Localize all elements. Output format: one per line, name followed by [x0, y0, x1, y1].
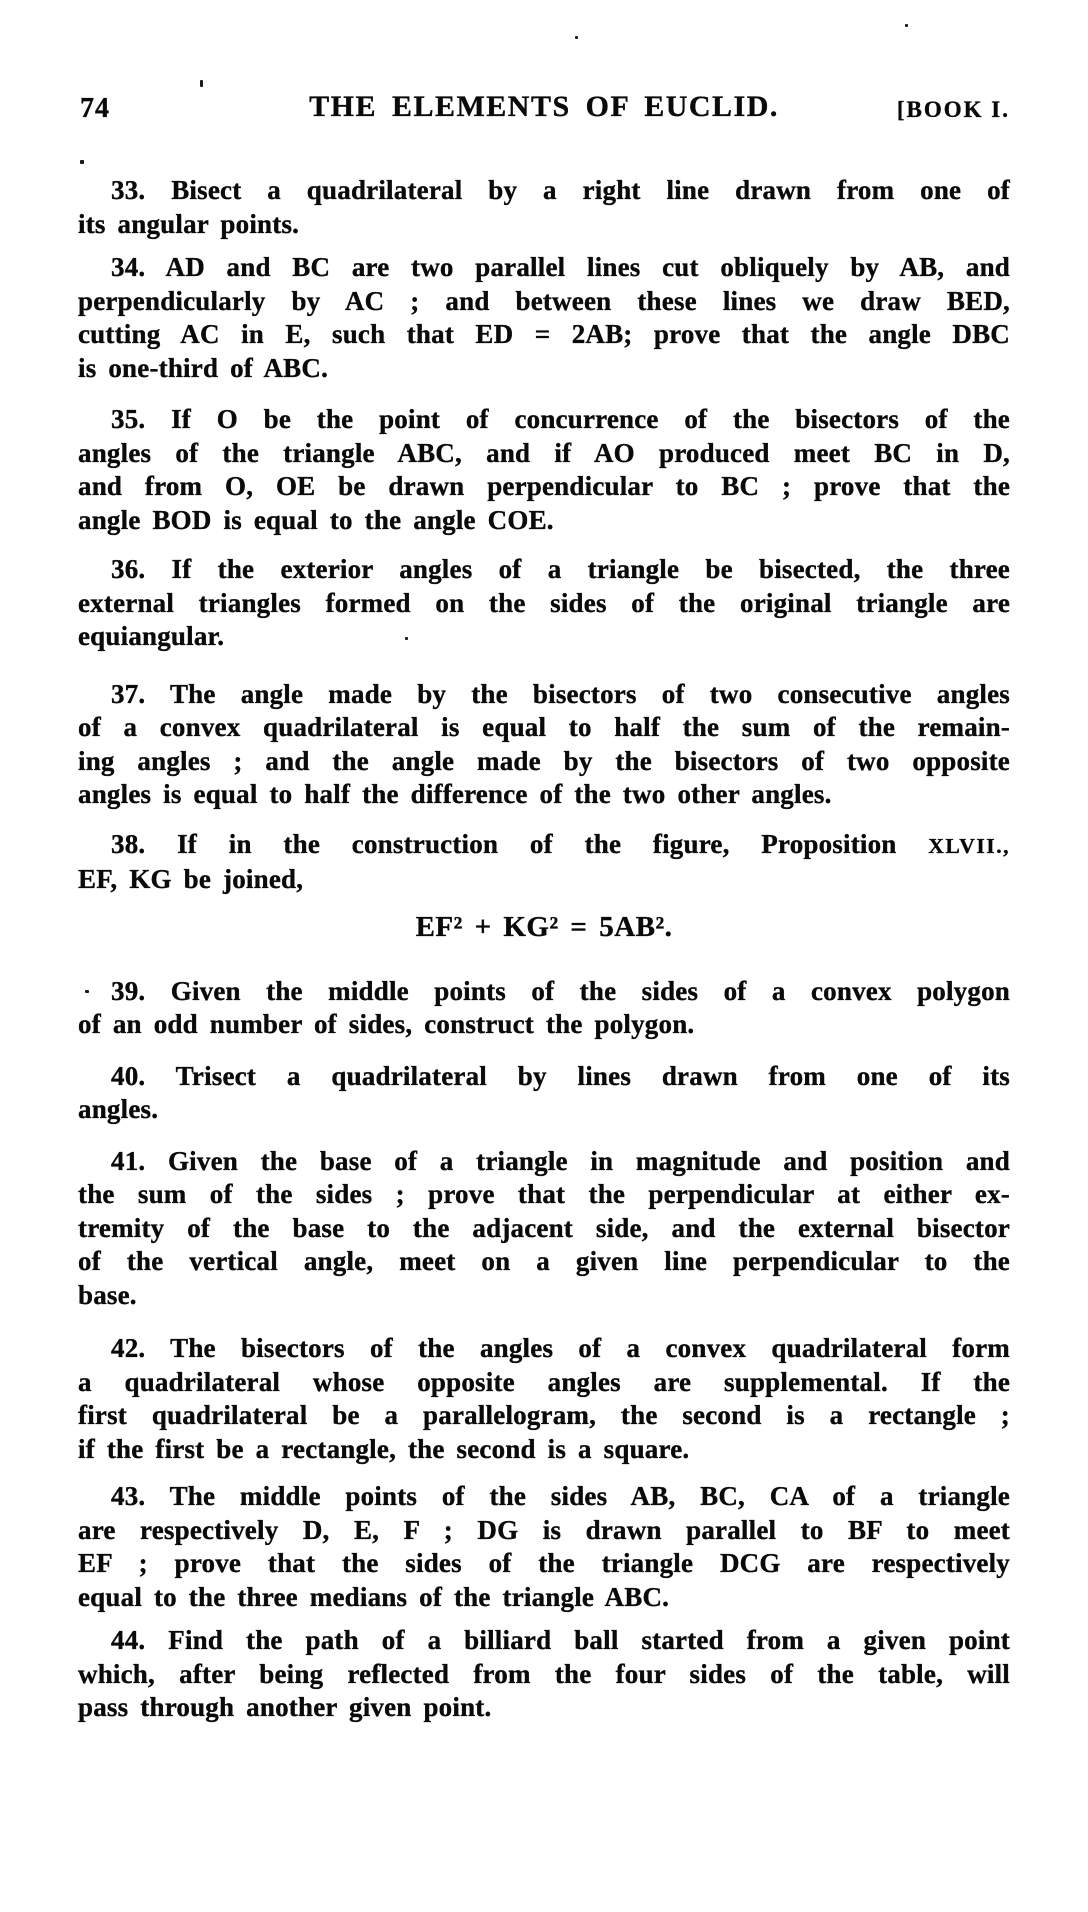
text-line: tremity of the base to the adjacent side, and the external bisector: [78, 1212, 1010, 1243]
exercise-38: [78, 828, 1010, 897]
book-label: [BOOK I.: [896, 97, 1010, 122]
text-line: external triangles formed on the sides of the original triangle are: [78, 587, 1010, 618]
text-line: angles is equal to half the difference of the two other angles.: [78, 779, 832, 809]
scan-speck: [905, 24, 908, 27]
text-line: equiangular.: [78, 621, 225, 651]
text-line: 39. Given the middle points of the sides of a convex polygon: [111, 975, 1010, 1006]
text-line: 33. Bisect a quadrilateral by a right line drawn from one of: [111, 175, 1010, 205]
text-line: 36. If the exterior angles of a triangle be bisected, the three: [111, 554, 1010, 584]
scan-speck: [85, 990, 89, 993]
text-line: perpendicularly by AC ; and between these lines we draw BED,: [78, 285, 1010, 316]
exercise-34: [78, 251, 1010, 385]
text-line: EF, KG be joined,: [78, 864, 304, 894]
page-header: [78, 90, 1010, 132]
exercise-list: [78, 174, 1010, 1725]
exercise-35: [78, 403, 1010, 537]
text-line: base.: [78, 1279, 137, 1310]
text-line: are respectively D, E, F ; DG is drawn parallel to BF to meet: [78, 1514, 1010, 1545]
text-line: 42. The bisectors of the angles of a convex quadrilateral form: [111, 1333, 1010, 1363]
text-line: angle BOD is equal to the angle COE.: [78, 504, 554, 535]
text-line: angles.: [78, 1094, 159, 1124]
scan-speck: [80, 160, 84, 164]
text-line: which, after being reflected from the four sides of the table, will: [78, 1658, 1010, 1689]
exercise-33: [78, 174, 1010, 241]
text-line: 43. The middle points of the sides AB, BC, CA of a triangle: [111, 1481, 1010, 1511]
text-line: EF ; prove that the sides of the triangle DCG are respectively: [78, 1548, 1010, 1578]
text-segment: 38. If in the construction of the figure, Proposition: [111, 828, 897, 859]
text-line: of a convex quadrilateral is equal to half the sum of the remain-: [78, 712, 1010, 742]
text-line: equal to the three medians of the triangle ABC.: [78, 1581, 670, 1612]
text-line: its angular points.: [78, 208, 300, 239]
text-line: 35. If O be the point of concurrence of the bisectors of the: [111, 404, 1010, 434]
text-line: if the first be a rectangle, the second is a square.: [78, 1433, 690, 1464]
proposition-reference: XLVII.,: [928, 833, 1011, 858]
text-line: [78, 828, 1010, 864]
page-number: 74: [80, 93, 110, 124]
text-line: 40. Trisect a quadrilateral by lines drawn from one of its: [111, 1060, 1010, 1091]
exercise-36: [78, 553, 1010, 654]
text-line: pass through another given point.: [78, 1692, 492, 1722]
text-line: 41. Given the base of a triangle in magnitude and position and: [111, 1145, 1010, 1176]
text-line: and from O, OE be drawn perpendicular to BC ; prove that the: [78, 471, 1010, 501]
exercise-43: [78, 1480, 1010, 1614]
exercise-39: [78, 975, 1010, 1042]
scan-speck: [405, 637, 408, 640]
exercise-44: [78, 1624, 1010, 1725]
text-line: 37. The angle made by the bisectors of two consecutive angles: [111, 678, 1010, 709]
equation: EF² + KG² = 5AB².: [415, 910, 673, 943]
exercise-41: [78, 1145, 1010, 1313]
exercise-42: [78, 1332, 1010, 1466]
scan-speck: [200, 80, 203, 87]
text-line: 34. AD and BC are two parallel lines cut obliquely by AB, and: [111, 252, 1010, 282]
running-title: THE ELEMENTS OF EUCLID.: [309, 90, 779, 123]
exercise-37: [78, 678, 1010, 812]
scan-speck: [575, 36, 578, 39]
text-line: of an odd number of sides, construct the polygon.: [78, 1009, 695, 1039]
text-line: is one-third of ABC.: [78, 352, 329, 383]
text-line: the sum of the sides ; prove that the perpendicular at either ex-: [78, 1179, 1010, 1209]
text-line: 44. Find the path of a billiard ball started from a given point: [111, 1625, 1010, 1655]
text-line: ing angles ; and the angle made by the bisectors of two opposite: [78, 745, 1010, 776]
text-line: cutting AC in E, such that ED = 2AB; prove that the angle DBC: [78, 319, 1010, 349]
text-line: first quadrilateral be a parallelogram, the second is a rectangle ;: [78, 1400, 1010, 1430]
exercise-40: [78, 1060, 1010, 1127]
text-line: a quadrilateral whose opposite angles are supplemental. If the: [78, 1366, 1010, 1397]
text-line: angles of the triangle ABC, and if AO produced meet BC in D,: [78, 437, 1010, 468]
text-line: of the vertical angle, meet on a given line perpendicular to the: [78, 1246, 1010, 1276]
